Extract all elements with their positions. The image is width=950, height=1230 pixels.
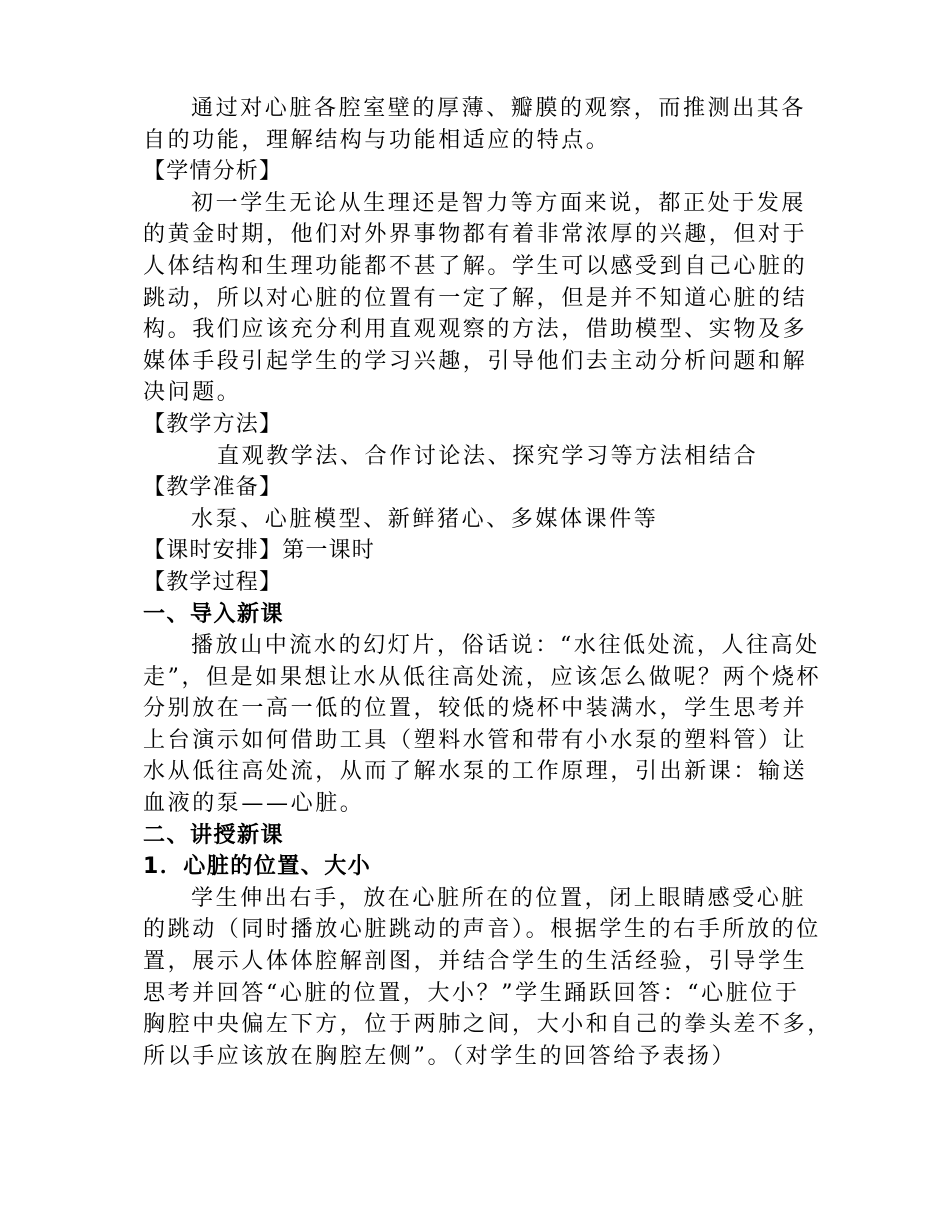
section-heading-class-schedule: 【课时安排】第一课时 — [143, 538, 376, 564]
text-line: 水从低往高处流，从而了解水泵的工作原理，引出新课：输送 — [143, 759, 808, 785]
text-line: 自的功能，理解结构与功能相适应的特点。 — [143, 127, 611, 153]
section-heading-teaching-preparation: 【教学准备】 — [143, 475, 283, 501]
text-line: 直观教学法、合作讨论法、探究学习等方法相结合 — [217, 443, 759, 469]
text-line: 置，展示人体体腔解剖图，并结合学生的生活经验，引导学生 — [143, 949, 808, 975]
text-line: 的黄金时期，他们对外界事物都有着非常浓厚的兴趣，但对于 — [143, 222, 808, 248]
text-line: 的跳动（同时播放心脏跳动的声音）。根据学生的右手所放的位 — [143, 917, 821, 943]
text-line: 媒体手段引起学生的学习兴趣，引导他们去主动分析问题和解 — [143, 348, 808, 374]
document-page — [143, 93, 832, 1072]
text-line: 思考并回答“心脏的位置，大小？”学生踊跃回答：“心脏位于 — [143, 980, 800, 1006]
text-line: 胸腔中央偏左下方，位于两肺之间，大小和自己的拳头差不多， — [143, 1012, 832, 1038]
section-heading-teaching-method: 【教学方法】 — [143, 411, 283, 437]
subheading-heart-position-size: 1．心脏的位置、大小 — [143, 854, 372, 880]
section-heading-teaching-process: 【教学过程】 — [143, 569, 283, 595]
text-line: 学生伸出右手，放在心脏所在的位置，闭上眼睛感受心脏 — [191, 885, 807, 911]
subheading-introduction: 一、导入新课 — [143, 601, 285, 627]
subheading-new-lesson: 二、讲授新课 — [143, 822, 285, 848]
text-line: 决问题。 — [143, 380, 242, 406]
text-line: 水泵、心脏模型、新鲜猪心、多媒体课件等 — [191, 506, 659, 532]
text-line: 播放山中流水的幻灯片，俗话说：“水往低处流，人往高处 — [191, 633, 820, 659]
section-heading-learner-analysis: 【学情分析】 — [143, 159, 283, 185]
text-line: 分别放在一高一低的位置，较低的烧杯中装满水，学生思考并 — [143, 696, 808, 722]
text-line: 构。我们应该充分利用直观观察的方法，借助模型、实物及多 — [143, 317, 808, 343]
text-line: 初一学生无论从生理还是智力等方面来说，都正处于发展 — [191, 190, 807, 216]
text-line: 上台演示如何借助工具（塑料水管和带有小水泵的塑料管）让 — [143, 727, 808, 753]
text-line: 所以手应该放在胸腔左侧”。（对学生的回答给予表扬） — [143, 1043, 737, 1069]
text-line: 走”，但是如果想让水从低往高处流，应该怎么做呢？两个烧杯 — [143, 664, 822, 690]
text-line: 血液的泵——心脏。 — [143, 791, 365, 817]
text-line: 通过对心脏各腔室壁的厚薄、瓣膜的观察，而推测出其各 — [191, 96, 807, 121]
text-line: 人体结构和生理功能都不甚了解。学生可以感受到自己心脏的 — [143, 253, 808, 279]
text-line: 跳动，所以对心脏的位置有一定了解，但是并不知道心脏的结 — [143, 285, 808, 311]
